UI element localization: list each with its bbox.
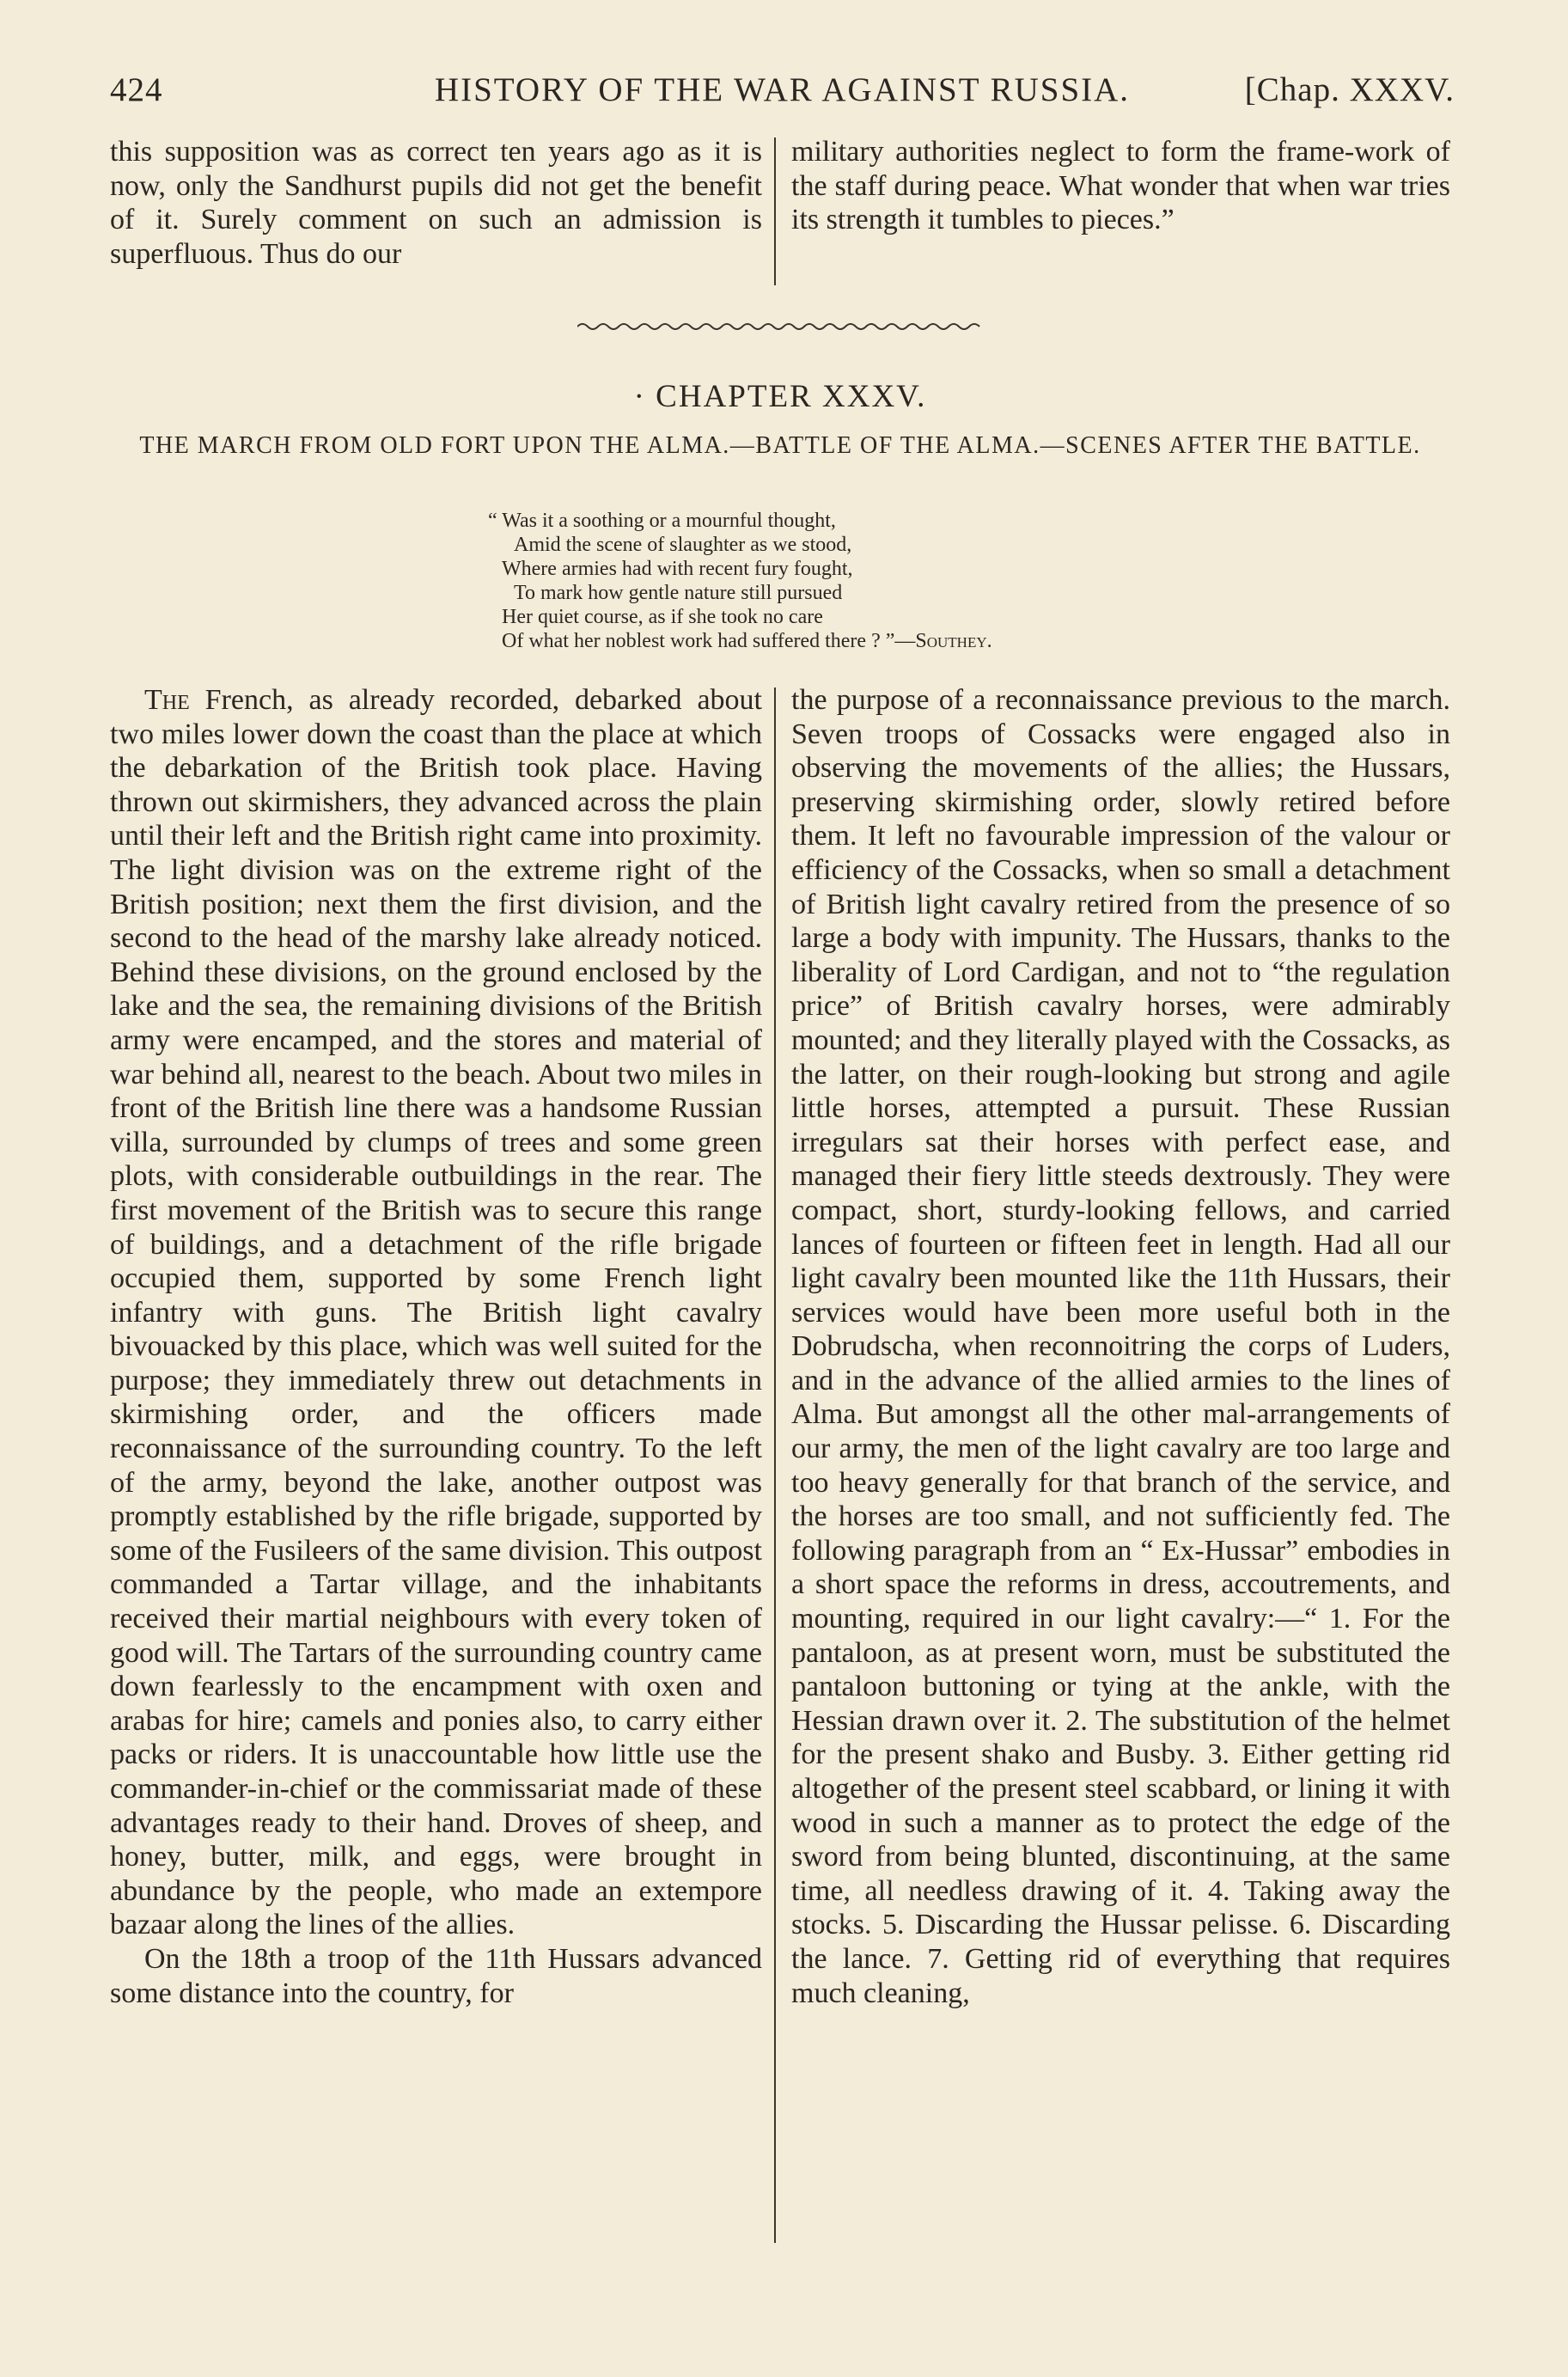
top-left-paragraph: this supposition was as correct ten years ago as it is now, only the Sandhurst pupils did not get the benefit of it. Surely comment on such an admission is superfluous. Thus do our [110,136,762,270]
running-title: HISTORY OF THE WAR AGAINST RUSSIA. [434,71,1131,108]
epigraph-line: Where armies had with recent fury fought, [502,558,853,580]
epigraph-line: To mark how gentle nature still pursued [514,582,843,604]
epigraph [488,509,1261,653]
running-header [110,70,1455,122]
chapter-heading: · CHAPTER XXXV. [633,379,927,414]
top-left-column [110,135,762,271]
page-number: 424 [110,71,163,108]
epigraph-attribution: Southey. [915,630,992,652]
column-divider-top [774,137,776,285]
top-right-column [791,135,1450,237]
epigraph-line: Amid the scene of slaughter as we stood, [514,534,852,556]
epigraph-line: Of what her noblest work had suffered there ? ”— [502,630,916,652]
chapter-subtitle: THE MARCH FROM OLD FORT UPON THE ALMA.—BATTLE OF THE ALMA.—SCENES AFTER THE BATTLE. [139,432,1421,459]
column-divider-body [774,687,776,2243]
body-right-column [791,683,1450,2010]
body-paragraph-text: French, as already recorded, debarked about two miles lower down the coast than the place at which the debarkation of the British took place. Having thrown out skirmishers, they advanced across the plain until their left and the British right came into proximity. The light division was on the extreme right of the British position; next them the first division, and the second to the head of the marshy lake already noticed. Behind these divisions, on the ground enclosed by the lake and the sea, the remaining divisions of the British army were encamped, and the stores and material of war behind all, nearest to the beach. About two miles in front of the British line there was a handsome Russian villa, surrounded by clumps of trees and some green plots, with considerable outbuildings in the rear. The first movement of the British was to secure this range of buildings, and a detachment of the rifle brigade occupied them, supported by some French light infantry with guns. The British light cavalry bivouacked by this place, which was well suited for the purpose; they immediately threw out detachments in skirmishing order, and the officers made reconnaissance of the surrounding country. To the left of the army, beyond the lake, another outpost was promptly established by the rifle brigade, supported by some of the Fusileers of the same division. This outpost commanded a Tartar village, and the inhabitants received their martial neighbours with every token of good will. The Tartars of the surrounding country came down fearlessly to the encampment with oxen and arabas for hire; camels and ponies also, to carry either packs or riders. It is unaccountable how little use the commander-in-chief or the commissariat made of these advantages ready to their hand. Droves of sheep, and honey, butter, milk, and eggs, were brought in abundance by the people, who made an extempore bazaar along the lines of the allies. [110,684,762,1941]
body-paragraph: On the 18th a troop of the 11th Hussars advanced some distance into the country, for [110,1942,762,2009]
top-right-paragraph: military authorities neglect to form the frame-work of the staff during peace. What wonder that when war tries its strength it tumbles to pieces.” [791,136,1450,236]
opening-word: The [144,684,190,716]
body-left-column [110,683,762,2010]
wavy-rule-ornament [577,320,985,333]
epigraph-line: “ Was it a soothing or a mournful thought, [488,510,836,532]
body-paragraph [110,683,762,1942]
chapter-reference: [Chap. XXXV. [1244,71,1455,108]
epigraph-line: Her quiet course, as if she took no care [502,606,823,628]
body-paragraph: the purpose of a reconnaissance previous to the march. Seven troops of Cossacks were engaged also in observing the movements of the allies; the Hussars, preserving skirmishing order, slowly retired before them. It left no favourable impression of the valour or efficiency of the Cossacks, when so small a detachment of British light cavalry retired from the presence of so large a body with impunity. The Hussars, thanks to the liberality of Lord Cardigan, and not to “the regulation price” of British cavalry horses, were admirably mounted; and they literally played with the Cossacks, as the latter, on their rough-looking but strong and agile little horses, attempted a pursuit. These Russian irregulars sat their horses with perfect ease, and managed their fiery little steeds dextrously. They were compact, short, sturdy-looking fellows, and carried lances of fourteen or fifteen feet in length. Had all our light cavalry been mounted like the 11th Hussars, their services would have been more useful both in the Dobrudscha, when reconnoitring the corps of Luders, and in the advance of the allied armies to the lines of Alma. But amongst all the other mal-arrangements of our army, the men of the light cavalry are too large and too heavy generally for that branch of the service, and the horses are too small, and not sufficiently fed. The following paragraph from an “ Ex-Hussar” embodies in a short space the reforms in dress, accoutrements, and mounting, required in our light cavalry:—“ 1. For the pantaloon, as at present worn, must be substituted the pantaloon buttoning or tying at the ankle, with the Hessian drawn over it. 2. The substitution of the helmet for the present shako and Busby. 3. Either getting rid altogether of the present steel scabbard, or lining it with wood in such a manner as to protect the edge of the sword from being blunted, discontinuing, at the same time, all needless drawing of it. 4. Taking away the stocks. 5. Discarding the Hussar pelisse. 6. Discarding the lance. 7. Getting rid of everything that requires much cleaning, [791,684,1450,2009]
epigraph-last-line [488,629,1261,653]
